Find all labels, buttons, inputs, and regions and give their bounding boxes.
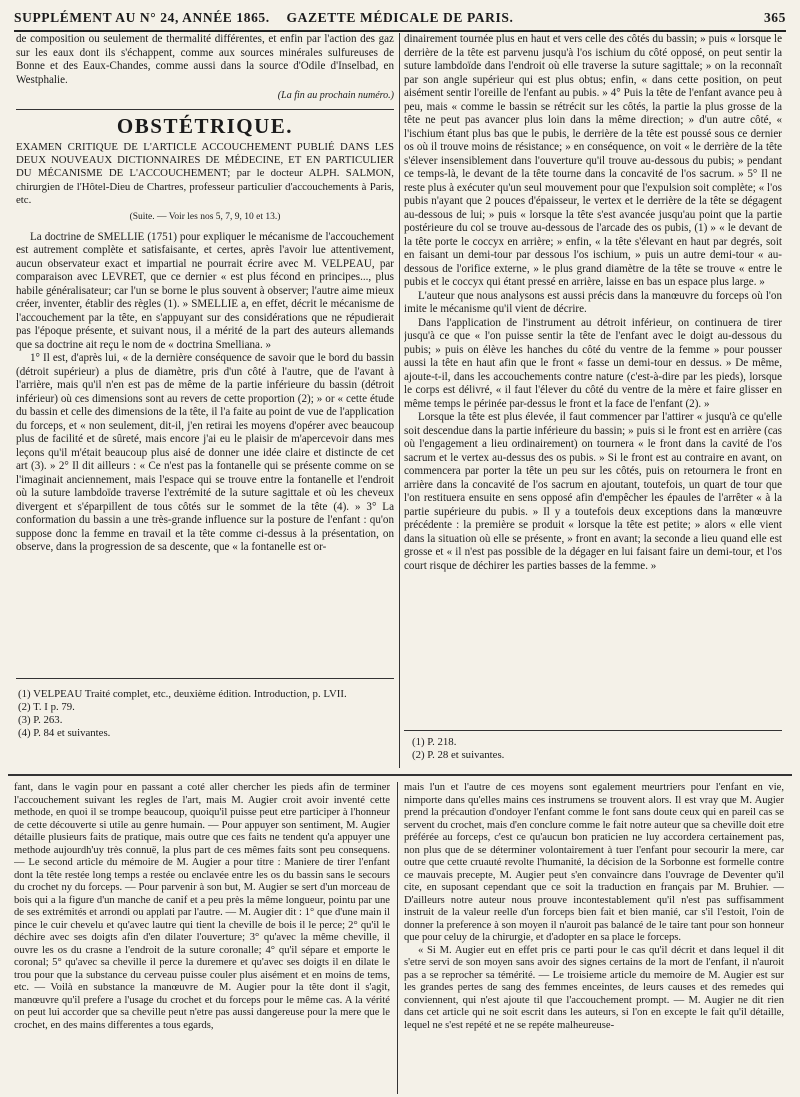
section-title: OBSTÉTRIQUE.	[116, 113, 294, 138]
paragraph: fant, dans le vagin pour en passant a coté aller chercher les pieds afin de terminer l'accouchement suivant les regles de l'art, mais M. Augier croit avoir inventé cette methode, en quoi il se trompe beaucoup, quoiqu'il puisse peut etre participer à l'honneur de cette découverte si utile au genre humain. — Pour appuyer son sentiment, M. Augier détaille plusieurs faits de pratique, mais outre que ces faits ne tendent qu'a appuyer une methode aujourdh'uy très connuë, la plus part de ces mêmes faits sont peu consequens. — Le second article du mémoire de M. Augier a pour titre : Maniere de tirer l'enfant dont la tête restée long temps a restée ou enclavée entre les os du bassin sans le secours du crochet ny du forceps. — Pour parvenir à son but, M. Augier se sert d'un morceau de bois qui a la figure d'un manche de canif et a peu près la même longueur, pointu par une de ses extrémités et arrondi ou applati par l'autre. — M. Augier dit : 1° que d'une main il pince le cuir chevelu et qu'avec lautre qui tient la cheville de bois il le perce; 2° qu'il le déchire avec ses doigts afin d'en dilater l'ouverture; 3° qu'avec la même cheville, il ouvre les os du crasne a l'endroit de la suture coronalle; 4° qu'il sépare et emporte le coronal; 5° qu'avec sa cheville il perce la duremere et qu'avec ses doigts il en dilate le trou pour que la substance du cerveau puisse couler plus aisément et en moins de tems, etc. — Voilà en substance la manœuvre de M. Augier pour la tête dont il s'agit, manœuvre qu'il prefere a l'usage du crochet et du forceps pour le même cas. A la vérité on peut lui accorder que sa cheville peut n'etre pas aussi dangereuse pour la mere que le crochet, en des mains differentes a tous egards,	[14, 782, 390, 1031]
footnote: (1) P. 218.	[412, 736, 457, 748]
article-heading: EXAMEN CRITIQUE DE L'ARTICLE ACCOUCHEMENT PUBLIÉ DANS LES DEUX NOUVEAUX DICTIONNAIRES DE MÉDECINE, ET EN PARTICULIER DU MÉCANISME DE L'ACCOUCHEMENT; par le docteur ALPH. SALMON, chirurgien de l'Hôtel-Dieu de Chartres, professeur particulier d'accouchements à Paris, etc.	[16, 141, 394, 206]
footnote: (4) P. 84 et suivantes.	[18, 727, 111, 739]
footnote: (3) P. 263.	[18, 714, 63, 726]
paragraph: Lorsque la tête est plus élevée, il faut commencer par l'attirer « jusqu'à ce qu'elle soit descendue dans la partie inférieure du bassin; » puis si le front est en arrière (cas où l'engagement a lieu ordinairement) on tournera « le front dans la cavité de l'os sacrum et le vertex au-dessus des os pubis. » Si le front est au contraire en avant, on commencera par porter la tête un peu sur les côtés, puis on retournera le front en arrière dans la concavité de l'os sacrum en ajoutant, toutefois, un quart de tour que l'on restituera ensuite en sens opposé afin d'empêcher les épaules de l'arrêter « à la partie supérieure du pubis. » Il y a toutefois deux exceptions dans la manœuvre précédente : la première se produit « lorsque la tête est petite; » alors « elle vient dans la situation où elle se présente, » front en avant; la seconde a lieu quand elle est grosse et « il n'est pas possible de la dégager en lui faisant faire un demi-tour, et l'os court risque de déchirer les parties basses de la femme. »	[404, 411, 782, 572]
footnote: (2) T. I p. 79.	[18, 701, 75, 713]
footnotes-left	[18, 688, 388, 740]
footnote: (2) P. 28 et suivantes.	[412, 749, 505, 761]
column-right-lower	[404, 782, 784, 1092]
paragraph: Dans l'application de l'instrument au détroit inférieur, on continuera de tirer jusqu'à ce que « l'on puisse sentir la tête de l'enfant avec le doigt au-dessous du pubis; » puis on élève les hanches du côté du ventre de la femme » pour pousser aussi la tête en haut afin que le front « fasse un demi-tour en dessus. » De même, ajoute-t-il, dans les accouchements contre nature (c'est-à-dire par les pieds), lorsque le corps est délivré, « il faut l'élever du côté du ventre de la mère et faire glisser en même temps le périnée par-dessus le front et la face de l'enfant (2). »	[404, 316, 782, 410]
section-divider	[16, 109, 394, 110]
page-header	[14, 6, 786, 32]
footnote-rule-right	[404, 730, 782, 731]
footnote: (1) VELPEAU Traité complet, etc., deuxième édition. Introduction, p. LVII.	[18, 688, 347, 700]
page-section-divider	[8, 774, 792, 776]
column-divider-upper	[399, 33, 400, 768]
paragraph: 1° Il est, d'après lui, « de la dernière conséquence de savoir que le bord du bassin (détroit supérieur) a plus de diamètre, pris d'un côté à l'autre, que de l'avant à l'arrière, mais qu'il n'en est pas de même de la partie inférieure du bassin (détroit inférieur) où ces dimensions sont au revers de cette proportion (2); » or « cette étude du bassin et celle des dimensions de la tête, il l'a faite au point de vue de l'application du forceps, et « non seulement, dit-il, j'en retirai les moyens d'opérer avec beaucoup plus de facilité et de sûreté, mais encore j'ai eu le plaisir de m'apercevoir dans mes leçons qu'il m'était beaucoup plus aisé de donner une idée claire et distincte de cet art (3). » 2° Il dit ailleurs : « Ce n'est pas la fontanelle qui se présente comme on se l'imaginait anciennement, mais l'espace qui se trouve entre la fontanelle et l'endroit où la suture lambdoïde traverse l'extrémité de la suture sagittale et où les cheveux divergent et s'éparpillent de tous côtés sur le sommet de la tête (4). » 3° La conformation du bassin a une très-grande influence sur la posture de l'enfant : qu'on suppose donc la femme en travail et la tête comme ci-dessus à la présentation, on observe, dans la progression de sa descente, que « la fontanelle est or-	[16, 352, 394, 554]
previous-article-ending: de composition ou seulement de thermalité différentes, et enfin par l'action des gaz sur les eaux dont ils s'échappent, comme aux sources minérales sulfureuses de Bonne et des Eaux-Chandes, comme aussi dans la source d'Odile d'Inselbad, en Westphalie.	[16, 33, 394, 86]
header-page-number: 365	[763, 10, 786, 25]
paragraph: L'auteur que nous analysons est aussi précis dans la manœuvre du forceps où l'on imite le mécanisme qu'il vient de décrire.	[404, 289, 782, 315]
paragraph: dinairement tournée plus en haut et vers celle des côtés du bassin; » puis « lorsque le derrière de la tête est parvenu jusqu'à l'os ischium du côté opposé, on peut sentir la suture lambdoïde dans l'endroit où elle traverse la suture sagittale; » on la reconnaît par son angle supérieur qui est plus obtus; enfin, « dans cette position, on peut aisément sentir l'oreille de l'enfant au pubis. » 4° Puis la tête de l'enfant avance peu à peu, mais « comme le bassin se rétrécit sur les côtés, la partie la plus grosse de la tête ne peut pas avancer plus loin dans la même direction; » d'un autre côté, « l'ischium étant plus bas que le pubis, le derrière de la tête est poussé sous ce dernier os où il trouve moins de résistance; » en conséquence, on voit « le derrière de la tête s'élever insensiblement dans l'ouverture qu'il trouve au-dessous du pubis; » pendant ce temps-là, le devant de la tête tourne dans la concavité de l'os sacrum. » 5° Il ne reste plus à exécuter qu'un seul mouvement pour que l'expulsion soit complète; « l'os pubis n'ayant que 2 pouces d'épaisseur, le vertex et le derrière de la tête se dégagent au-dessous de lui; » puis « lorsque la tête s'est avancée jusqu'au point que la partie postérieure du col se trouve au-dessous de l'arcade des os pubis, (1) » « le devant de la tête porte le coccyx en arrière; » enfin, « la tête s'élevant en haut par degrés, soit en faisant un demi-tour par dessous l'os ischium, » puis un autre demi-tour « au-dessous de l'orifice externe, » le plus grand diamètre de la tête se trouve « entre le pubis et le coccyx qui étant pressé en arrière, laisse en bas un espace plus large. »	[404, 33, 782, 288]
column-left-upper	[16, 33, 394, 673]
footnote-rule-left	[16, 678, 394, 679]
paragraph: La doctrine de SMELLIE (1751) pour expliquer le mécanisme de l'accouchement est autrement complète et satisfaisante, et certes, après l'avoir lue attentivement, aucun observateur exact et impartial ne pourrait écrire avec M. VELPEAU, par comparaison avec LEVRET, que ce dernier « est plus fécond en principes..., plus habile généralisateur; car l'un se borne le plus souvent à observer; l'autre aime mieux créer, inventer, établir des règles (1). » SMELLIE a, en effet, décrit le mécanisme de l'accouchement par la tête, en s'appuyant sur des considérations que ne répudierait pas l'époque présente, et suivant nous, il a mérité de la part des auteurs allemands que sa doctrine ait reçu le nom de « doctrina Smelliana. »	[16, 230, 394, 351]
column-right-upper	[404, 33, 782, 733]
column-divider-lower	[397, 782, 398, 1094]
footnotes-right	[412, 736, 782, 762]
header-supplement: SUPPLÉMENT AU N° 24, ANNÉE 1865.	[14, 10, 270, 25]
paragraph: mais l'un et l'autre de ces moyens sont egalement meurtriers pour l'enfant en vie, nimporte dans qu'elles mains ces instrumens se trouvent alors. Il est vray que M. Augier prend la précaution d'ondoyer l'enfant comme le font sans doute ceux qui en pareil cas se servent du crochet, mais d'en conclure comme le fait notre auteur que sa cheville doit etre préférée au forceps, c'est ce qu'aucun bon praticien ne luy accordera certainement pas, non plus que de se déterminer volontairement à tuer l'enfant pour secourir la mere, car outre que cette cruauté revolte l'humanité, la décision de la Sorbonne est formelle contre ce mauvais precepte, M. Augier peut s'en convaincre dans l'ouvrage de Deventer qu'il cite, en suposant cependant que ce soit la traduction en français par M. Bruhier. — D'ailleurs notre auteur nous prouve incontestablement qu'il n'est pas suffisamment instruit de la valeur reelle d'un forceps bien fait et bien manié, car s'il l'estoit, l'oin de donner la preference à son moyen il n'auroit pas balancé de le taire tant pour son honneur que pour celuy de la chirurgie, et d'adopter en sa place le forceps.	[404, 782, 784, 943]
paragraph: « Si M. Augier eut en effet pris ce parti pour le cas qu'il décrit et dans lequel il dit s'etre servi de son moyen sans avoir des signes certains de la mort de l'enfant, il n'auroit pas a se reprocher sa témérité. — Le troisieme article du memoire de M. Augier est sur les grandes pertes de sang des femmes enceintes, de leurs causes et des remedes qui conviennent, qui n'est ajoute til que l'accouchement prompt. — M. Augier ne dit rien dans cet article qui ne soit escrit dans les auteurs, si l'on en excepte le fait qu'il détaille, lequel ne s'est repété et ne se repéte malheureuse-	[404, 944, 784, 1031]
header-journal-title: GAZETTE MÉDICALE DE PARIS.	[286, 10, 514, 25]
suite-reference: (Suite. — Voir les nos 5, 7, 9, 10 et 13.)	[129, 212, 281, 223]
column-left-lower	[14, 782, 390, 1092]
continued-note: (La fin au prochain numéro.)	[277, 90, 394, 101]
